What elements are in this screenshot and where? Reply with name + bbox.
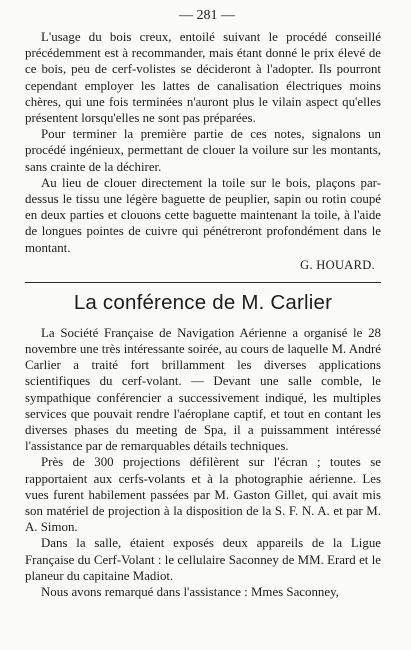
article-title: La conférence de M. Carlier xyxy=(73,290,333,314)
article-body xyxy=(25,325,381,600)
author-signature: G. HOUARD. xyxy=(300,257,375,272)
paragraph: Près de 300 projections défilèrent sur l'écran ; toutes se rapportaient aux cerfs-volants et à la photographie aérienne. Les vues furent habilement passées par M. Gaston Gillet, qui avait mis son matériel de projection à la disposition de la S. F. N. A. et par M. A. Simon. xyxy=(25,455,381,535)
paragraph: La Société Française de Navigation Aérienne a organisé le 28 novembre une très intéressante soirée, au cours de laquelle M. André Carlier a traité fort brillamment les diverses applications scientifiques du cerf-volant. — Devant une salle comble, le sympathique conférencier a successivement indiqué, les multiples services que pouvait rendre l'aéroplane captif, et tout en contant les diverses phases du meeting de Spa, il a puissamment intéressé l'assistance par de remarquables détails techniques. xyxy=(25,325,381,454)
page-number: — 281 — xyxy=(179,8,235,23)
paragraph: Au lieu de clouer directement la toile sur le bois, plaçons par-dessus le tissu une légère baguette de peuplier, sapin ou rotin coupé en deux parties et clouons cette baguette maintenant la toile, à l'aide de longues pointes de cuivre qui pénétreront profondément dans le montant. xyxy=(25,175,381,255)
paragraph: L'usage du bois creux, entoilé suivant le procédé conseillé précédemment est à recommander, mais étant donné le prix élevé de ce bois, peu de cerf-volistes se décideront à l'adopter. Ils pourront cependant employer les lattes de canalisation électriques moins chères, qui une fois terminées n'auront plus le vilain aspect qu'elles présentent lorsqu'elles ne sont pas préparées. xyxy=(25,30,381,126)
paragraph: Pour terminer la première partie de ces notes, signalons un procédé ingénieux, permettant de clouer la voilure sur les montants, sans crainte de la déchirer. xyxy=(25,127,381,174)
paragraph: Dans la salle, étaient exposés deux appareils de la Ligue Française du Cerf-Volant : le cellulaire Saconney de MM. Erard et le planeur du capitaine Madiot. xyxy=(25,536,381,583)
article-continuation xyxy=(25,29,381,256)
paragraph: Nous avons remarqué dans l'assistance : Mmes Saconney, xyxy=(41,585,339,600)
section-divider xyxy=(25,282,381,283)
